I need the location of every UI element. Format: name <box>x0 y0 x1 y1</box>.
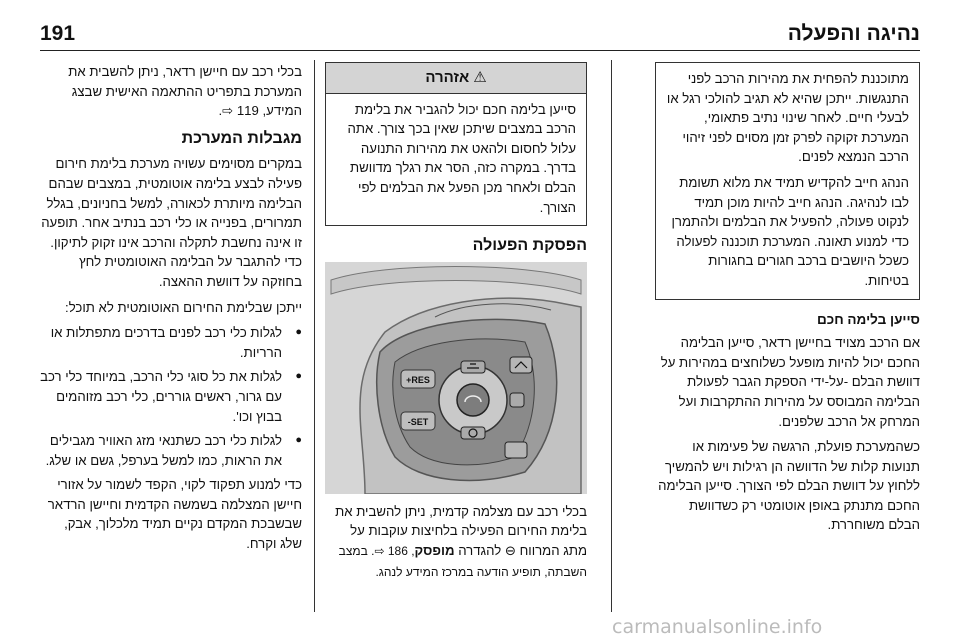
res-button-label: RES+ <box>406 374 430 385</box>
smart-brake-assist-heading: סייען בלימה חכם <box>817 311 920 327</box>
body-paragraph: אם הרכב מצויד בחיישן רדאר, סייען הבלימה החכם יכול להיות מופעל כשלוחצים במהירות על דוושת הבלם -על-ידי הספקת הגבר לפעולת הבלימה המבוסס על מהירות ההתקרבות ועל המרחק אל הרכב שלפנים. <box>660 335 920 429</box>
upper-right-button <box>510 357 532 373</box>
system-limitations-heading: מגבלות המערכת <box>181 129 302 147</box>
list-item: ● לגלות כלי רכב לפנים בדרכים מתפתלות או הרריות. <box>40 323 302 362</box>
warning-box <box>325 62 587 226</box>
deactivation-heading: הפסקת הפעולה <box>472 237 587 255</box>
caption-text: , 186 ⇨. במצב השבתה, תופיע הודעה במרכז המידע לנהג. <box>338 543 587 579</box>
limitations-list <box>40 323 302 470</box>
center-button <box>457 384 489 416</box>
page-header <box>0 0 960 54</box>
closing-paragraph: כדי למנוע תפקוד לקוי, הקפד לשמור על אזורי חיישן המצלמה בשמשה הקדמית וחיישן הרדאר שבשבכת המקדם נקיים תמיד מלכלוך, אבק, שלג וקרח. <box>47 477 302 552</box>
middle-column <box>325 62 587 588</box>
deactivation-caption <box>325 502 587 582</box>
lower-right-button <box>505 442 527 458</box>
watermark: carmanualsonline.info <box>612 616 823 638</box>
caption-bold-term: מופסק <box>414 542 455 558</box>
gap-button <box>461 361 485 373</box>
warning-triangle-icon: ⚠ <box>473 69 487 86</box>
right-column <box>655 62 920 541</box>
left-column <box>40 62 302 560</box>
column-divider-left <box>314 60 315 612</box>
chapter-title: נהיגה והפעלה <box>787 22 920 45</box>
page-number: 191 <box>40 22 76 45</box>
steering-wheel-illustration <box>325 262 587 494</box>
caption-text: להגדרה <box>458 542 502 558</box>
side-button <box>510 393 524 407</box>
list-intro: ייתכן שבלימת החירום האוטומטית לא תוכל: <box>65 299 302 315</box>
column-divider-right <box>611 60 612 612</box>
warning-title: אזהרה <box>425 69 470 86</box>
list-item: ● לגלות כלי רכב כשתנאי מזג האוויר מגבילים את הראות, כמו למשל בערפל, גשם או שלג. <box>40 431 302 470</box>
intro-paragraph: בכלי רכב עם חיישן רדאר, ניתן להשבית את המערכת בתפריט ההתאמה האישית שבצג המידע, 119 ⇨. <box>68 64 302 119</box>
list-item: ● לגלות את כל סוגי כלי הרכב, במיוחד כלי רכב עם גרור, ראשים גוררים, כלי רכב מזוהמים בבוץ וכו'. <box>40 367 302 426</box>
body-paragraph: כשהמערכת פועלת, הרגשה של פעימות או תנועות קלות של הדוושה הן רגילות ויש להמשיך ללחוץ על דוושת הבלם לפי הצורך. סייען הבלימה החכם מתנתק באופן אוטומטי רק כשדוושת הבלם משוחררת. <box>658 439 920 533</box>
gap-switch-icon: ⊖ <box>504 542 516 558</box>
warning-text: סייען בלימה חכם יכול להגביר את בלימת הרכב במצבים שיתכן שאין בכך צורך. אתה עלול לחסום ולהאט את מהירות התנועה בדרך. במקרה כזה, הסר את רגלך מדוושת הבלם ולאחר מכן הפעל את הבלמים לפי הצורך. <box>347 101 576 215</box>
header-rule <box>40 50 920 51</box>
info-box-paragraph: הנהג חייב להקדיש תמיד את מלוא תשומת לבו לנהיגה. הנהג חייב להיות מוכן תמיד לנקוט פעולה, להפעיל את הבלמים ולהתמרן כדי למנוע תאונה. המערכת תוכננה לפעולה כשכל היושבים ברכב חגורים בחגורות בטיחות. <box>671 174 909 288</box>
body-paragraph: במקרים מסוימים עשויה מערכת בלימת חירום פעילה לבצע בלימה אוטומטית, במצבים שבהם הבלימה מיותרת לכאורה, למשל בחניונים, בגלל תמרורים, בפנייה או כלי רכב בנתיב אחר. תופעה זו אינה נחשבת לתקלה והרכב אינו זקוק לתיקון. כדי להתגבר על הבלימה האוטומטית לחץ בחוזקה על דוושת ההאצה. <box>41 156 302 289</box>
warning-header <box>326 63 586 94</box>
set-button-label: SET- <box>407 416 429 427</box>
caption-text: בכלי רכב עם מצלמה קדמית, ניתן להשבית את בלימת החירום הפעילה בלחיצות עוקבות על מתג המרווח <box>335 503 587 558</box>
info-box <box>655 62 920 300</box>
info-box-paragraph: מתוכננת להפחית את מהירות הרכב לפני התנגשות. ייתכן שהיא לא תגיב להולכי רגל או לבעלי חיים. לאחר שינוי נתיב פתאומי, המערכת זקוקה לפרק זמן מסוים לפני זיהוי הרכב הנמצא לפנים. <box>666 71 909 165</box>
